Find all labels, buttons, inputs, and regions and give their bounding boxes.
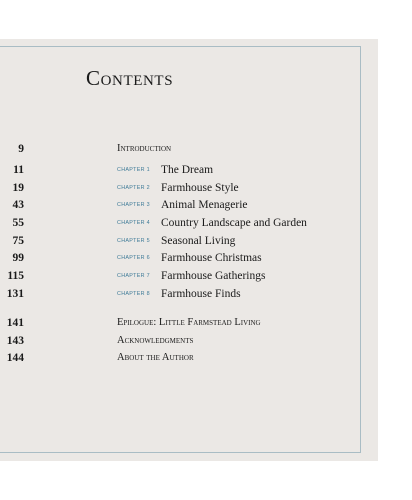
chapter-label: CHAPTER 5 [117,238,150,244]
toc-entry-about-author[interactable] [0,350,320,366]
page-number: 55 [12,217,24,229]
entry-title: The Dream [161,164,214,176]
chapter-label: CHAPTER 2 [117,185,150,191]
chapter-label: CHAPTER 6 [117,255,150,261]
page-number: 141 [6,317,24,329]
entry-title: Animal Menagerie [161,199,248,211]
page-number: 99 [12,252,24,264]
toc-entry-chapter-8[interactable] [0,286,320,302]
toc-entry-introduction[interactable] [0,141,320,157]
entry-title: Farmhouse Christmas [161,252,262,264]
page-number: 9 [18,143,24,155]
chapter-label: CHAPTER 8 [117,291,150,297]
page-number: 144 [6,352,24,364]
toc-entry-epilogue[interactable] [0,315,320,331]
entry-title: Country Landscape and Garden [161,217,307,229]
page-number: 75 [12,235,24,247]
entry-title: Farmhouse Style [161,182,239,194]
toc-entry-chapter-4[interactable] [0,215,320,231]
chapter-label: CHAPTER 4 [117,220,150,226]
chapter-label: CHAPTER 7 [117,273,150,279]
page-number: 115 [7,270,24,282]
entry-title: Farmhouse Gatherings [161,270,266,282]
contents-heading: Contents [86,66,174,90]
entry-title: About the Author [117,352,194,363]
page-number: 11 [13,164,24,176]
toc-entry-chapter-6[interactable] [0,250,320,266]
entry-title: Farmhouse Finds [161,288,241,300]
toc-entry-chapter-1[interactable] [0,162,320,178]
toc-entry-chapter-3[interactable] [0,197,320,213]
toc-entry-chapter-7[interactable] [0,268,320,284]
entry-title: Seasonal Living [161,235,236,247]
toc-entry-acknowledgments[interactable] [0,333,320,349]
chapter-label: CHAPTER 1 [117,167,150,173]
entry-title: Epilogue: Little Farmstead Living [117,317,261,328]
page-number: 143 [6,335,24,347]
toc-entry-chapter-2[interactable] [0,180,320,196]
page-number: 19 [12,182,24,194]
page-number: 43 [12,199,24,211]
chapter-label: CHAPTER 3 [117,202,150,208]
entry-title: Introduction [117,143,172,154]
page-number: 131 [6,288,24,300]
toc-entry-chapter-5[interactable] [0,233,320,249]
entry-title: Acknowledgments [117,335,194,346]
